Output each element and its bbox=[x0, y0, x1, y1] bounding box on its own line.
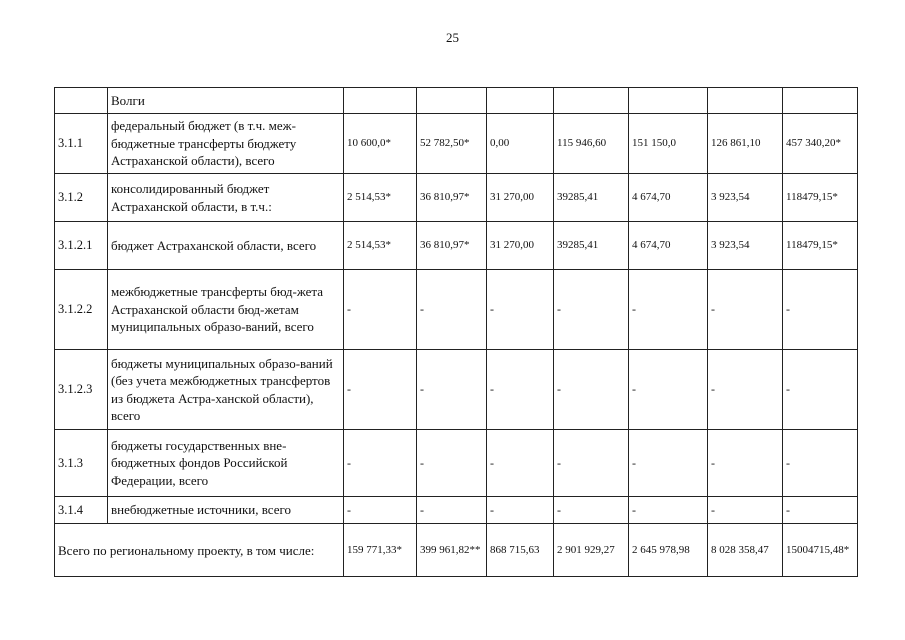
value-cell: 39285,41 bbox=[554, 174, 629, 222]
value-cell: - bbox=[554, 350, 629, 430]
value-cell: 0,00 bbox=[487, 114, 554, 174]
value-cell: - bbox=[487, 497, 554, 524]
value-cell: - bbox=[708, 270, 783, 350]
row-code: 3.1.2.3 bbox=[55, 350, 108, 430]
value-cell: 115 946,60 bbox=[554, 114, 629, 174]
value-cell: 36 810,97* bbox=[417, 174, 487, 222]
table-row bbox=[55, 430, 858, 497]
value-cell: 126 861,10 bbox=[708, 114, 783, 174]
table-row bbox=[55, 350, 858, 430]
row-description: межбюджетные трансферты бюд-жета Астраханской области бюд-жетам муниципальных образо-ваний, всего bbox=[108, 270, 344, 350]
value-cell: 118479,15* bbox=[783, 174, 858, 222]
row-code: 3.1.3 bbox=[55, 430, 108, 497]
value-cell: 31 270,00 bbox=[487, 174, 554, 222]
value-cell: - bbox=[629, 350, 708, 430]
budget-table bbox=[54, 87, 858, 577]
value-cell: 39285,41 bbox=[554, 222, 629, 270]
row-description: бюджет Астраханской области, всего bbox=[108, 222, 344, 270]
value-cell: - bbox=[708, 497, 783, 524]
table-cell bbox=[708, 88, 783, 114]
value-cell: 2 514,53* bbox=[344, 174, 417, 222]
total-value-cell: 2 901 929,27 bbox=[554, 524, 629, 577]
row-description: бюджеты муниципальных образо-ваний (без учета межбюджетных трансфертов из бюджета Астра-ханской области), всего bbox=[108, 350, 344, 430]
value-cell: - bbox=[487, 430, 554, 497]
total-label: Всего по региональному проекту, в том числе: bbox=[55, 524, 344, 577]
continuation-label: Волги bbox=[108, 88, 344, 114]
value-cell: - bbox=[417, 270, 487, 350]
value-cell: - bbox=[417, 350, 487, 430]
value-cell: - bbox=[629, 497, 708, 524]
table-row bbox=[55, 270, 858, 350]
value-cell: 151 150,0 bbox=[629, 114, 708, 174]
value-cell: - bbox=[487, 270, 554, 350]
value-cell: 36 810,97* bbox=[417, 222, 487, 270]
value-cell: 457 340,20* bbox=[783, 114, 858, 174]
value-cell: 31 270,00 bbox=[487, 222, 554, 270]
value-cell: - bbox=[344, 270, 417, 350]
total-value-cell: 159 771,33* bbox=[344, 524, 417, 577]
value-cell: - bbox=[417, 497, 487, 524]
table-cell bbox=[417, 88, 487, 114]
table-row bbox=[55, 497, 858, 524]
total-value-cell: 15004715,48* bbox=[783, 524, 858, 577]
row-description: внебюджетные источники, всего bbox=[108, 497, 344, 524]
value-cell: - bbox=[344, 350, 417, 430]
table-cell-code bbox=[55, 88, 108, 114]
value-cell: - bbox=[554, 430, 629, 497]
total-value-cell: 399 961,82** bbox=[417, 524, 487, 577]
value-cell: 52 782,50* bbox=[417, 114, 487, 174]
value-cell: 3 923,54 bbox=[708, 222, 783, 270]
value-cell: 4 674,70 bbox=[629, 174, 708, 222]
row-description: консолидированный бюджет Астраханской области, в т.ч.: bbox=[108, 174, 344, 222]
value-cell: - bbox=[783, 270, 858, 350]
value-cell: 10 600,0* bbox=[344, 114, 417, 174]
value-cell: - bbox=[708, 350, 783, 430]
table-cell bbox=[629, 88, 708, 114]
total-row bbox=[55, 524, 858, 577]
row-code: 3.1.2.1 bbox=[55, 222, 108, 270]
page-number: 25 bbox=[446, 30, 459, 45]
table-cell bbox=[783, 88, 858, 114]
row-code: 3.1.2 bbox=[55, 174, 108, 222]
value-cell: - bbox=[417, 430, 487, 497]
table-row bbox=[55, 222, 858, 270]
value-cell: 2 514,53* bbox=[344, 222, 417, 270]
value-cell: - bbox=[708, 430, 783, 497]
value-cell: - bbox=[554, 497, 629, 524]
table-cell bbox=[554, 88, 629, 114]
value-cell: 4 674,70 bbox=[629, 222, 708, 270]
value-cell: - bbox=[487, 350, 554, 430]
table-cell bbox=[487, 88, 554, 114]
value-cell: - bbox=[554, 270, 629, 350]
value-cell: 118479,15* bbox=[783, 222, 858, 270]
total-value-cell: 868 715,63 bbox=[487, 524, 554, 577]
value-cell: - bbox=[783, 497, 858, 524]
value-cell: - bbox=[344, 497, 417, 524]
value-cell: - bbox=[783, 430, 858, 497]
value-cell: - bbox=[783, 350, 858, 430]
row-code: 3.1.1 bbox=[55, 114, 108, 174]
row-code: 3.1.4 bbox=[55, 497, 108, 524]
table-continuation-row bbox=[55, 88, 858, 114]
row-code: 3.1.2.2 bbox=[55, 270, 108, 350]
table-row bbox=[55, 174, 858, 222]
value-cell: - bbox=[344, 430, 417, 497]
table-row bbox=[55, 114, 858, 174]
row-description: федеральный бюджет (в т.ч. меж-бюджетные трансферты бюджету Астраханской области), всего bbox=[108, 114, 344, 174]
row-description: бюджеты государственных вне-бюджетных фондов Российской Федерации, всего bbox=[108, 430, 344, 497]
table-cell bbox=[344, 88, 417, 114]
value-cell: - bbox=[629, 430, 708, 497]
value-cell: 3 923,54 bbox=[708, 174, 783, 222]
total-value-cell: 2 645 978,98 bbox=[629, 524, 708, 577]
value-cell: - bbox=[629, 270, 708, 350]
total-value-cell: 8 028 358,47 bbox=[708, 524, 783, 577]
